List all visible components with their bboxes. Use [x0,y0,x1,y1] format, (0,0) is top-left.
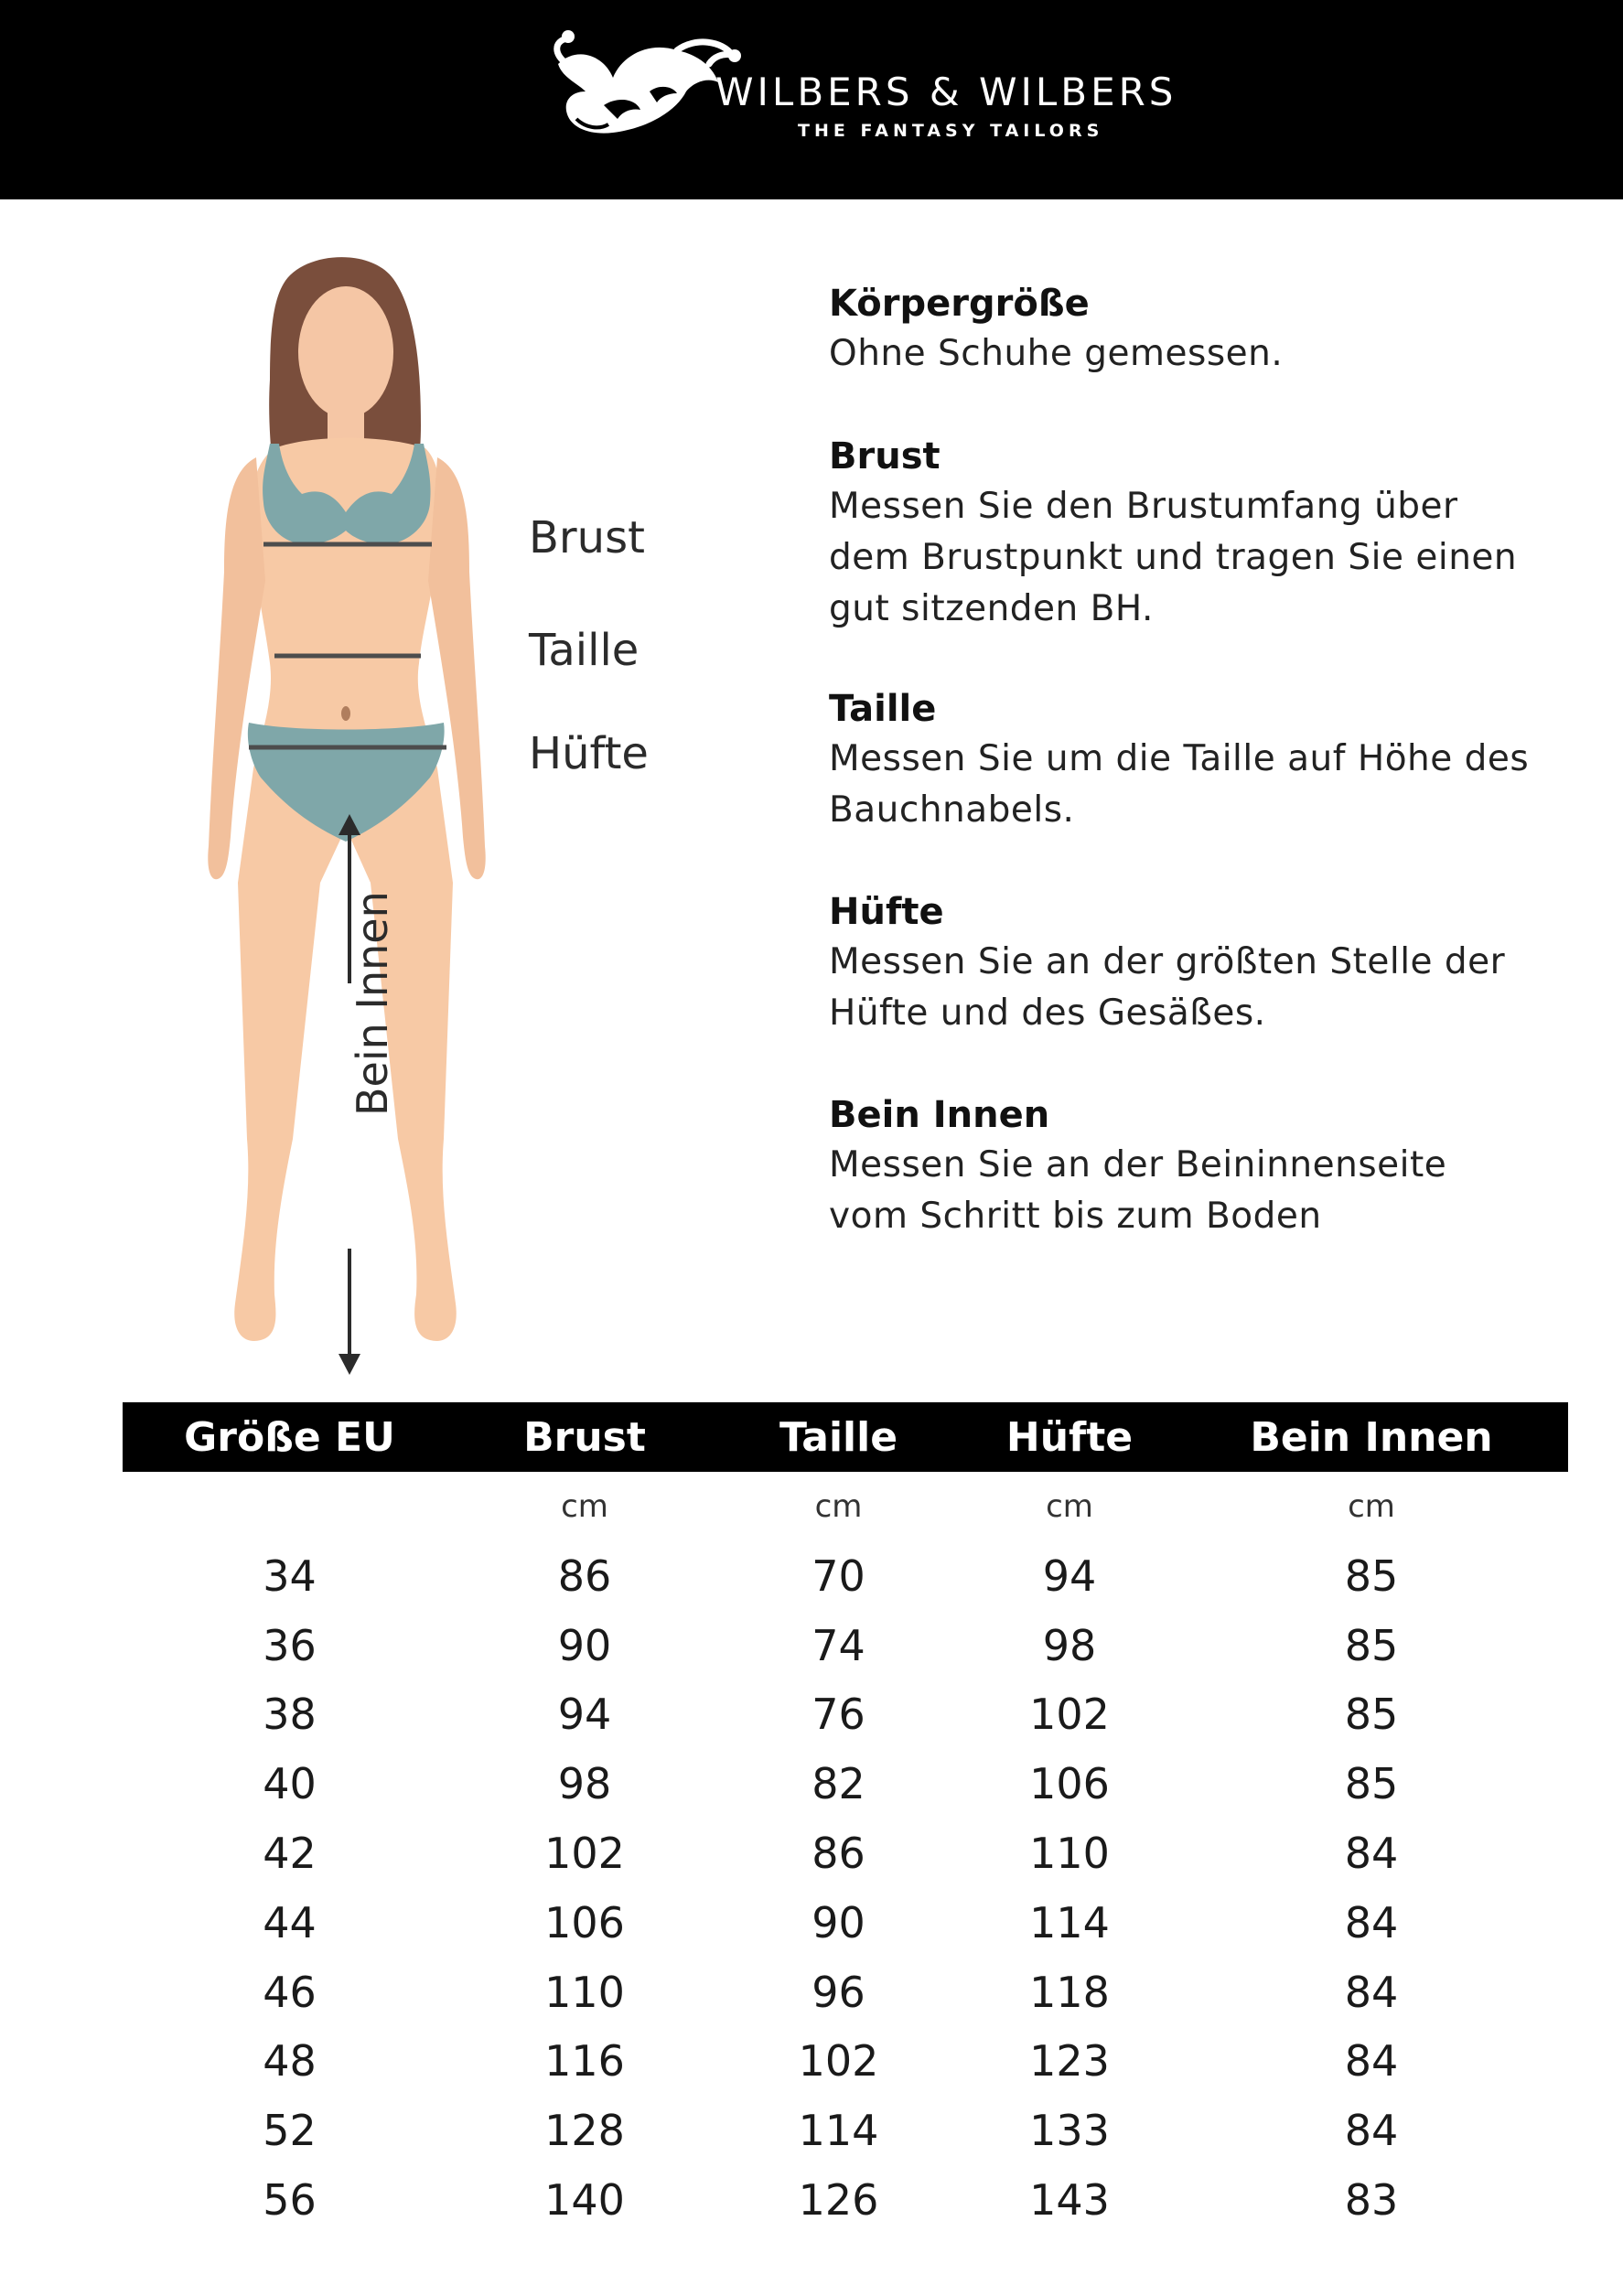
figure-label-bein-innen: Bein Innen [348,891,397,1116]
figure-label-brust: Brust [529,512,645,563]
desc-line: Bauchnabels. [829,789,1075,831]
table-cell: 116 [544,2036,625,2087]
header-banner [0,0,1623,199]
desc-title: Bein Innen [829,1094,1050,1136]
table-cell: 40 [263,1759,317,1809]
unit-cell: cm [814,1488,863,1525]
table-cell: 96 [812,1967,865,2017]
table-cell: 126 [798,2175,879,2226]
desc-line: gut sitzenden BH. [829,588,1154,629]
desc-title: Körpergröße [829,283,1090,325]
inseam-arrow-down-head [339,1354,360,1375]
unit-cell: cm [561,1488,608,1525]
table-row [123,1819,1568,1888]
table-cell: 102 [1029,1690,1110,1740]
table-cell: 85 [1344,1690,1399,1740]
table-cell: 42 [263,1829,317,1879]
table-cell: 90 [812,1897,865,1947]
table-cell: 34 [263,1550,317,1601]
table-cell: 84 [1344,1967,1399,2017]
table-row [123,1888,1568,1958]
table-cell: 48 [263,2036,317,2087]
table-row [123,2027,1568,2097]
table-cell: 85 [1344,1759,1399,1809]
table-cell: 36 [263,1620,317,1670]
header-huefte: Hüfte [1005,1413,1134,1461]
table-cell: 70 [812,1550,865,1601]
figure-label-huefte: Hüfte [529,728,649,779]
table-cell: 118 [1029,1967,1110,2017]
table-cell: 98 [557,1759,612,1809]
header-bein-innen: Bein Innen [1250,1413,1493,1461]
desc-line: vom Schritt bis zum Boden [829,1196,1322,1237]
table-cell: 106 [544,1897,625,1947]
table-cell: 83 [1344,2175,1399,2226]
table-row [123,1958,1568,2027]
desc-line: Messen Sie an der größten Stelle der [829,941,1506,982]
desc-title: Brust [829,435,940,477]
figure-label-taille: Taille [529,625,640,676]
brand-name: WILBERS & WILBERS [715,70,1177,114]
desc-bein-innen [829,1090,1579,1242]
table-cell: 46 [263,1967,317,2017]
table-cell: 85 [1344,1620,1399,1670]
torso [234,438,457,1341]
table-cell: 84 [1344,1897,1399,1947]
desc-line: Ohne Schuhe gemessen. [829,333,1284,374]
table-cell: 110 [544,1967,625,2017]
table-row [123,2165,1568,2235]
table-cell: 102 [798,2036,879,2087]
table-row [123,1611,1568,1680]
table-cell: 86 [812,1829,865,1879]
size-table [123,1402,1568,2235]
body-measurement-figure [165,242,549,1386]
unit-cell: cm [1348,1488,1395,1525]
desc-huefte [829,887,1579,1039]
table-cell: 90 [557,1620,612,1670]
table-cell: 133 [1029,2106,1110,2156]
table-cell: 98 [1042,1620,1097,1670]
table-cell: 94 [1042,1550,1097,1601]
table-cell: 44 [263,1897,317,1947]
table-cell: 38 [263,1690,317,1740]
table-cell: 114 [798,2106,879,2156]
table-row [123,2096,1568,2165]
table-cell: 102 [544,1829,625,1879]
table-row [123,1749,1568,1819]
face [298,286,393,418]
desc-taille [829,684,1579,836]
table-cell: 84 [1344,2106,1399,2156]
desc-line: Messen Sie um die Taille auf Höhe des [829,738,1530,779]
table-cell: 128 [544,2106,625,2156]
table-cell: 76 [812,1690,865,1740]
table-cell: 84 [1344,1829,1399,1879]
unit-cell: cm [1046,1488,1093,1525]
desc-brust [829,432,1579,635]
table-row [123,1680,1568,1750]
table-cell: 74 [812,1620,865,1670]
table-body [123,1541,1568,2235]
desc-title: Hüfte [829,891,944,933]
navel [341,706,350,721]
table-cell: 106 [1029,1759,1110,1809]
header-taille: Taille [779,1413,898,1461]
table-cell: 82 [812,1759,865,1809]
table-units-row [123,1472,1568,1541]
table-cell: 52 [263,2106,317,2156]
header-groesse-eu: Größe EU [184,1413,395,1461]
table-cell: 94 [557,1690,612,1740]
table-cell: 85 [1344,1550,1399,1601]
table-cell: 114 [1029,1897,1110,1947]
desc-line: dem Brustpunkt und tragen Sie einen [829,537,1518,578]
brand-tagline: THE FANTASY TAILORS [798,121,1104,141]
table-cell: 140 [544,2175,625,2226]
table-cell: 143 [1029,2175,1110,2226]
desc-line: Messen Sie an der Beininnenseite [829,1144,1447,1186]
desc-line: Hüfte und des Gesäßes. [829,992,1266,1034]
desc-koerpergroesse [829,279,1579,380]
table-cell: 110 [1029,1829,1110,1879]
desc-line: Messen Sie den Brustumfang über [829,486,1458,527]
table-cell: 123 [1029,2036,1110,2087]
header-brust: Brust [523,1413,646,1461]
table-cell: 86 [557,1550,612,1601]
table-cell: 84 [1344,2036,1399,2087]
table-row [123,1541,1568,1611]
table-header [123,1402,1568,1472]
table-cell: 56 [263,2175,317,2226]
desc-title: Taille [829,688,937,730]
